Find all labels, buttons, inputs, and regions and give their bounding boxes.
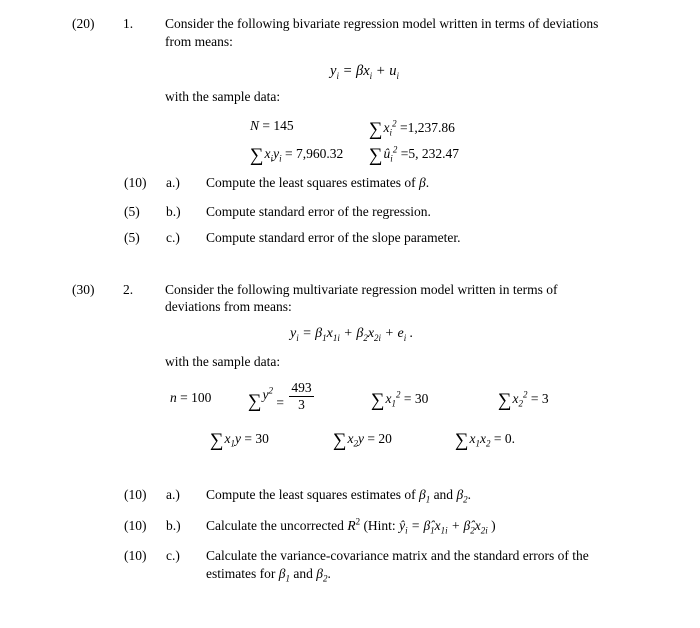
q2-data-sum-x1-2: $\sum x_1^2 = 30$ [371,389,429,411]
q2-number: 2. [123,282,134,297]
q2-part-b-text: Calculate the uncorrected $R^2$ (Hint: $ŷ_i$ = $\betâ_1x_{1i}$ + $\betâ_2x_{2i}$ ) [206,516,496,536]
q2-sum-x2-2-value: 3 [541,391,549,406]
q1-part-c-text: Compute standard error of the slope parameter. [206,230,461,245]
q2-model-equation: $y_i = \beta_1x_{1i} + \beta_2x_{2i} + e_i$ . [290,326,414,343]
q2-part-a-letter: a.) [166,487,180,502]
q2-intro-line2: deviations from means: [165,299,292,314]
q2-part-b-letter: b.) [166,518,181,533]
q2-n-value: 100 [191,390,212,405]
q2-part-c-points: (10) [124,548,147,563]
q2-sum-x1y-value: 30 [255,431,269,446]
q2-data-sum-x1x2: $\sum x_1x_2 = 0$. [455,430,516,451]
q1-part-a-text: Compute the least squares estimates of β. [206,175,430,190]
q2-points: (30) [72,282,95,297]
q2-part-c-letter: c.) [166,548,180,563]
q1-part-b-points: (5) [124,204,140,219]
q2-data-sum-x1y: $\sum x_1y = 30$ [210,430,269,451]
q1-data-sum-u2: $\sum û_i^2 =5$, 232.47 [369,144,459,166]
q2-data-sum-x2y: $\sum x_2y = 20$ [333,430,392,451]
q1-points: (20) [72,16,95,31]
q2-sum-x1-2-value: 30 [414,391,429,406]
q2-sum-x1x2-value: 0 [504,431,512,446]
q1-number: 1. [123,16,134,31]
q1-model-equation: $y_i = \beta x_i + u_i$ [330,63,399,81]
q1-intro-line1: Consider the following bivariate regression model written in terms of deviations [165,16,599,31]
q1-sum-u2-value: 5, 232.47 [408,146,459,161]
q2-part-a-text: Compute the least squares estimates of $\beta_1$ and $\beta_2$. [206,487,472,505]
q2-part-b-points: (10) [124,518,147,533]
q1-sum-x2-value: 1,237.86 [407,120,455,135]
q1-part-c-points: (5) [124,230,140,245]
q1-intro-line2: from means: [165,34,233,49]
q2-sum-y2-numerator: 493 [291,380,312,395]
q1-part-b-text: Compute standard error of the regression. [206,204,431,219]
q2-data-sum-x2-2: $\sum x_2^2 = 3$ [498,389,549,411]
q2-intro-line1: Consider the following multivariate regression model written in terms of [165,282,558,297]
q2-part-c-text: Calculate the variance-covariance matrix and the standard errors of the [206,548,589,563]
q1-part-a-letter: a.) [166,175,180,190]
q1-data-n: N = 145 [250,118,294,133]
q1-data-sum-xy: $\sum x_iy_i = 7,960.32$ [250,145,344,166]
q1-part-a-points: (10) [124,175,147,190]
q1-n-value: 145 [273,118,294,133]
q1-part-c-letter: c.) [166,230,180,245]
q2-part-a-points: (10) [124,487,147,502]
q2-sum-x2y-value: 20 [378,431,392,446]
q2-data-n: n = 100 [170,390,212,405]
q1-data-sum-x2: $\sum x_i^2 =1,237.86$ [369,118,455,140]
q2-part-c-text2: estimates for $\beta_1$ and $\beta_2$. [206,566,331,584]
q2-data-sum-y2: $\sum y^2$ = $\frac{493}{3}$ [248,380,312,413]
q2-sample-label: with the sample data: [165,354,281,369]
q1-sum-xy-value: 7,960.32 [295,146,344,161]
q1-part-b-letter: b.) [166,204,181,219]
q1-sample-label: with the sample data: [165,89,281,104]
q2-sum-y2-denominator: 3 [298,396,305,412]
